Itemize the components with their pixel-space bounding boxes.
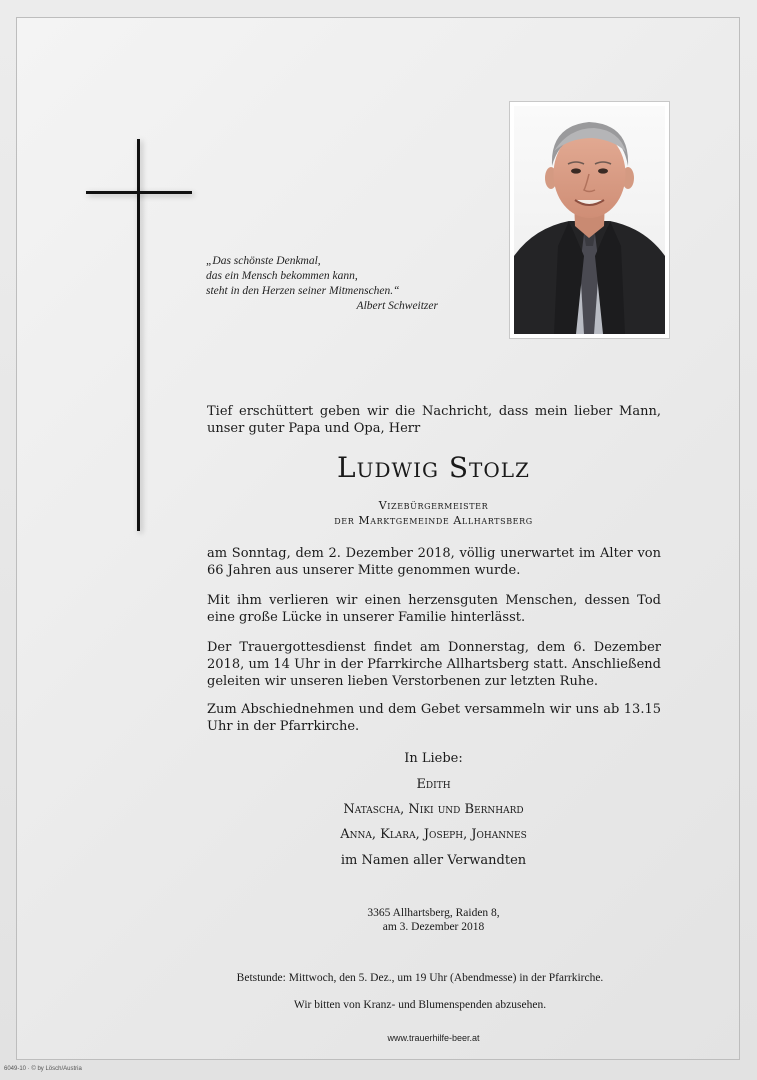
prayer-note: Betstunde: Mittwoch, den 5. Dez., um 19 Uhr (Abendmesse) in der Pfarrkirche. [236, 972, 604, 984]
footer-url: www.trauerhilfe-beer.at [387, 1033, 480, 1043]
portrait-image [514, 106, 665, 334]
cross-icon-vertical [137, 139, 140, 531]
mourners-heading: In Liebe: [404, 751, 463, 766]
address-line-1: 3365 Allhartsberg, Raiden 8, [367, 907, 500, 919]
quote-block [206, 254, 446, 314]
print-mark: 6049-10 · © by Lösch/Austria [4, 1066, 82, 1072]
mourner-line-3: Anna, Klara, Joseph, Johannes [340, 827, 527, 842]
address-line-2: am 3. Dezember 2018 [382, 921, 485, 933]
quote-author: Albert Schweitzer [356, 300, 438, 312]
mourner-line-2: Natascha, Niki und Bernhard [343, 802, 524, 817]
deceased-title-2: der Marktgemeinde Allhartsberg [334, 514, 533, 527]
deceased-title-1: Vizebürgermeister [378, 499, 489, 512]
portrait-photo [509, 101, 670, 339]
flowers-note: Wir bitten von Kranz- und Blumenspenden abzusehen. [293, 999, 547, 1011]
service-paragraph: Der Trauergottesdienst findet am Donnerstag, dem 6. Dezember 2018, um 14 Uhr in der Pfarrkirche Allhartsberg statt. Anschließend geleiten wir unseren lieben Verstorbenen zur letzten Ruhe. [207, 640, 661, 689]
cross-icon-horizontal [86, 191, 192, 194]
quote-line-2: das ein Mensch bekommen kann, [206, 270, 358, 282]
loss-paragraph: Mit ihm verlieren wir einen herzensguten Menschen, dessen Tod eine große Lücke in unserer Familie hinterlässt. [207, 593, 661, 625]
deceased-name: Ludwig Stolz [337, 451, 530, 484]
farewell-paragraph: Zum Abschiednehmen und dem Gebet versammeln wir uns ab 13.15 Uhr in der Pfarrkirche. [207, 702, 661, 734]
quote-line-1: „Das schönste Denkmal, [206, 255, 321, 267]
intro-paragraph: Tief erschüttert geben wir die Nachricht, dass mein lieber Mann, unser guter Papa und Opa, Herr [207, 404, 661, 436]
death-paragraph: am Sonntag, dem 2. Dezember 2018, völlig unerwartet im Alter von 66 Jahren aus unserer Mitte genommen wurde. [207, 546, 661, 578]
quote-line-3: steht in den Herzen seiner Mitmenschen.“ [206, 285, 400, 297]
mourner-line-4: im Namen aller Verwandten [340, 853, 527, 868]
mourner-line-1: Edith [416, 777, 451, 792]
